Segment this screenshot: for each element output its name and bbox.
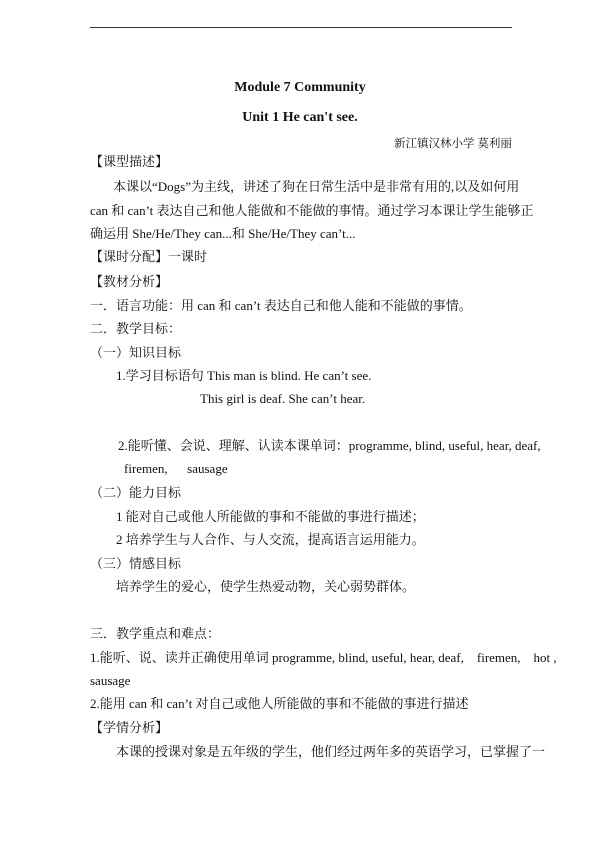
header-rule	[90, 27, 512, 28]
subsection-heading: （三）情感目标	[90, 556, 182, 571]
list-item: 1.学习目标语句 This man is blind. He can’t see.	[116, 368, 372, 383]
subsection-heading: （二）能力目标	[90, 485, 182, 500]
document-subtitle: Unit 1 He can't see.	[242, 110, 358, 125]
list-item: 三．教学重点和难点：	[90, 626, 221, 641]
list-item: 1 能对自己或他人所能做的事和不能做的事进行描述；	[116, 509, 425, 524]
list-item: 一．语言功能：用 can 和 can’t 表达自己和他人能和不能做的事情。	[90, 298, 472, 313]
list-item: sausage	[90, 673, 131, 688]
paragraph-line: 本课以“Dogs”为主线，讲述了狗在日常生活中是非常有用的,以及如何用	[113, 179, 520, 194]
section-heading-learner-analysis: 【学情分析】	[90, 720, 169, 735]
list-item: 1.能听、说、读并正确使用单词 programme, blind, useful, hear, deaf, firemen, hot ,	[90, 650, 557, 665]
paragraph-line: 本课的授课对象是五年级的学生，他们经过两年多的英语学习，已掌握了一	[116, 744, 546, 759]
author-line: 新江镇汉林小学 莫利丽	[394, 138, 512, 150]
subsection-heading: （一）知识目标	[90, 345, 182, 360]
list-item: This girl is deaf. She can’t hear.	[200, 391, 366, 406]
list-item: 2.能听懂、会说、理解、认读本课单词：programme, blind, useful, hear, deaf,	[118, 438, 541, 453]
paragraph-line: 确运用 She/He/They can...和 She/He/They can’t...	[90, 226, 356, 241]
document-title: Module 7 Community	[234, 80, 366, 95]
section-heading-material-analysis: 【教材分析】	[90, 274, 169, 289]
section-heading-periods: 【课时分配】一课时	[90, 249, 208, 264]
list-item: 2 培养学生与人合作、与人交流，提高语言运用能力。	[116, 532, 425, 547]
list-item: 2.能用 can 和 can’t 对自己或他人所能做的事和不能做的事进行描述	[90, 696, 469, 711]
paragraph-line: can 和 can’t 表达自己和他人能做和不能做的事情。通过学习本课让学生能够正	[90, 203, 534, 218]
section-heading-lesson-type: 【课型描述】	[90, 154, 169, 169]
list-item: 培养学生的爱心，使学生热爱动物，关心弱势群体。	[116, 579, 416, 594]
list-item: firemen, sausage	[124, 461, 228, 476]
list-item: 二．教学目标：	[90, 321, 182, 336]
